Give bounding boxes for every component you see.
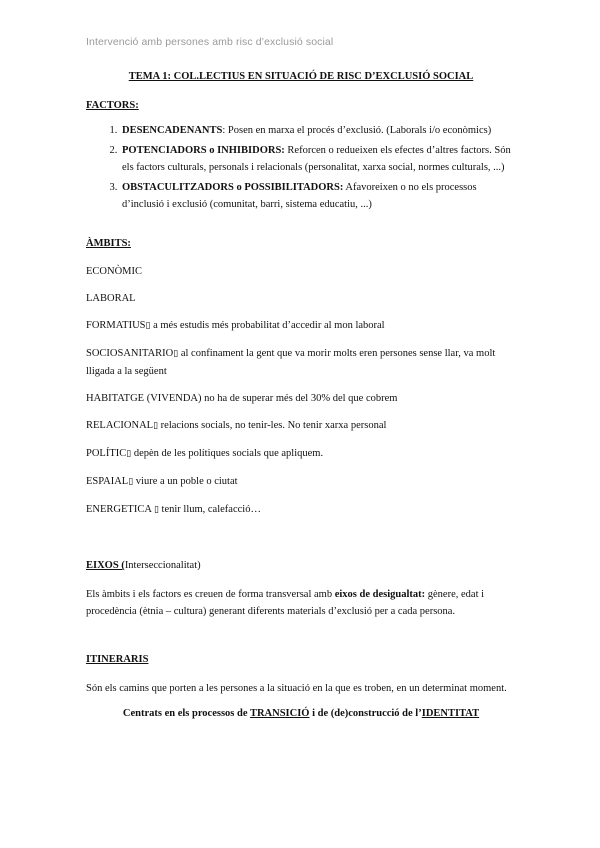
box-glyph-icon: ▯ bbox=[153, 505, 159, 515]
ambit-name: POLÍTIC bbox=[86, 448, 127, 459]
factor-item bbox=[120, 122, 516, 139]
itineraris-heading: ITINERARIS bbox=[86, 654, 149, 665]
factor-text: Afavoreixen o no els processos d’inclusió i exclusió (comunitat, barri, sistema educatiu, ...) bbox=[122, 182, 477, 210]
factor-item bbox=[120, 142, 516, 176]
ambit-item bbox=[86, 501, 516, 519]
ambit-name: FORMATIUS bbox=[86, 320, 146, 331]
running-header: Intervenció amb persones amb risc d’exclusió social bbox=[86, 36, 334, 48]
factor-sep: : bbox=[222, 125, 228, 136]
eixos-text-after: gènere, edat i procedència (ètnia – cultura) generant diferents materials d’exclusió per a cada persona. bbox=[86, 589, 485, 617]
ambit-text: a més estudis més probabilitat d’accedir al mon laboral bbox=[150, 320, 385, 331]
conclusion-a: Centrats en els processos de bbox=[122, 708, 250, 719]
ambit-name: ECONÒMIC bbox=[86, 266, 143, 277]
ambit-name: ESPAIAL bbox=[86, 476, 129, 487]
ambit-text: viure a un poble o ciutat bbox=[133, 476, 238, 487]
document-page bbox=[86, 68, 516, 722]
ambit-name: SOCIOSANITARIO bbox=[86, 348, 174, 359]
ambit-item bbox=[86, 445, 516, 463]
conclusion-b: i de (de)construcció de l’ bbox=[309, 708, 422, 719]
ambits-heading: ÀMBITS: bbox=[86, 238, 131, 249]
ambit-item bbox=[86, 417, 516, 435]
eixos-heading-rest: Interseccionalitat) bbox=[124, 560, 201, 571]
conclusion-transicio: TRANSICIÓ bbox=[249, 708, 310, 719]
ambit-name: LABORAL bbox=[86, 293, 136, 304]
ambit-name: RELACIONAL bbox=[86, 420, 154, 431]
ambits-list bbox=[86, 263, 516, 519]
eixos-heading: EIXOS ( bbox=[86, 560, 125, 571]
ambit-item bbox=[86, 317, 516, 335]
document-title: TEMA 1: COL.LECTIUS EN SITUACIÓ DE RISC D’EXCLUSIÓ SOCIAL bbox=[128, 71, 474, 82]
factor-name: DESENCADENANTS bbox=[122, 125, 223, 136]
ambit-item bbox=[86, 263, 516, 280]
ambit-item bbox=[86, 390, 516, 407]
eixos-heading-line bbox=[86, 557, 516, 574]
eixos-text-before: Els àmbits i els factors es creuen de forma transversal amb bbox=[86, 589, 335, 600]
box-glyph-icon: ▯ bbox=[153, 421, 159, 431]
factors-list bbox=[86, 122, 516, 213]
box-glyph-icon: ▯ bbox=[128, 477, 134, 487]
ambit-name: HABITATGE (VIVENDA) bbox=[86, 393, 202, 404]
eixos-bold: eixos de desigualtat: bbox=[334, 589, 426, 600]
ambit-item bbox=[86, 345, 516, 380]
eixos-paragraph bbox=[86, 586, 516, 620]
ambit-text: no ha de superar més del 30% del que cobrem bbox=[201, 393, 398, 404]
ambit-text: relacions socials, no tenir-les. No tenir xarxa personal bbox=[158, 420, 387, 431]
ambit-text: al confinament la gent que va morir molts eren persones sense llar, va molt lligada a la següent bbox=[86, 348, 496, 377]
factor-name: POTENCIADORS o INHIBIDORS: bbox=[122, 145, 285, 156]
conclusion-identitat: IDENTITAT bbox=[421, 708, 480, 719]
itineraris-conclusion bbox=[86, 705, 516, 722]
box-glyph-icon: ▯ bbox=[145, 321, 151, 331]
box-glyph-icon: ▯ bbox=[126, 449, 132, 459]
ambit-text: depèn de les polítiques socials que apliquem. bbox=[131, 448, 324, 459]
factors-heading: FACTORS: bbox=[86, 100, 139, 111]
ambit-item bbox=[86, 473, 516, 491]
ambit-text: tenir llum, calefacció… bbox=[158, 504, 261, 515]
factor-text: Posen en marxa el procés d’exclusió. (Laborals i/o econòmics) bbox=[227, 125, 492, 136]
factor-name: OBSTACULITZADORS o POSSIBILITADORS: bbox=[122, 182, 344, 193]
box-glyph-icon: ▯ bbox=[173, 349, 179, 359]
factor-text: Reforcen o redueixen els efectes d’altres factors. Són els factors culturals, personals i relacionals (personalitat, xarxa social, normes culturals, ...) bbox=[122, 145, 511, 173]
ambit-item bbox=[86, 290, 516, 307]
itineraris-paragraph: Són els camins que porten a les persones a la situació en la que es troben, en un determinat moment. bbox=[86, 683, 507, 694]
ambit-name: ENERGETICA bbox=[86, 504, 154, 515]
factor-item bbox=[120, 179, 516, 213]
